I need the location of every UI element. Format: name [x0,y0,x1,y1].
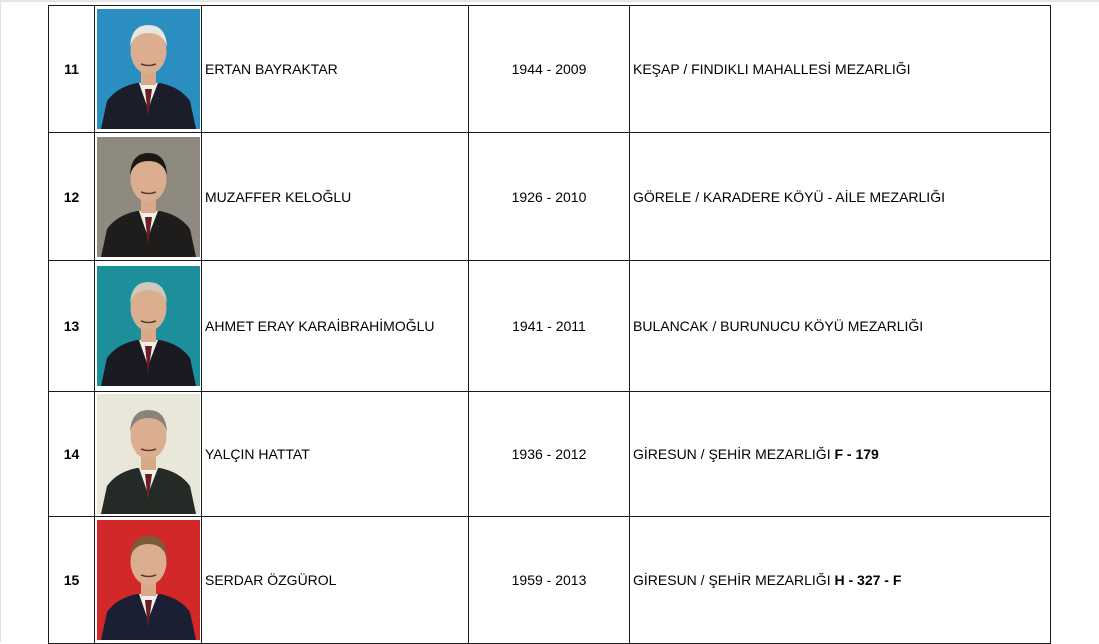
burial-place [630,261,1051,392]
portrait-photo [97,137,200,257]
person-name: AHMET ERAY KARAİBRAHİMOĞLU [202,261,469,392]
portrait-photo [97,394,200,514]
portrait-cell [95,6,202,133]
grave-code: H - 327 - F [834,572,902,588]
portrait-photo [97,9,200,129]
life-years: 1926 - 2010 [469,133,630,261]
row-number: 13 [49,261,95,392]
portrait-cell [95,517,202,644]
burial-place-text: BULANCAK / BURUNUCU KÖYÜ MEZARLIĞI [633,318,924,334]
portrait-cell [95,261,202,392]
person-name: YALÇIN HATTAT [202,392,469,517]
life-years: 1941 - 2011 [469,261,630,392]
person-name: SERDAR ÖZGÜROL [202,517,469,644]
portrait-photo [97,520,200,640]
burial-place [630,6,1051,133]
burial-place [630,517,1051,644]
table-row [49,392,1051,517]
table-row [49,261,1051,392]
life-years: 1959 - 2013 [469,517,630,644]
table-row [49,133,1051,261]
portrait-photo [97,266,200,386]
life-years: 1944 - 2009 [469,6,630,133]
life-years: 1936 - 2012 [469,392,630,517]
burial-place [630,392,1051,517]
left-rule [0,0,1,642]
person-name: MUZAFFER KELOĞLU [202,133,469,261]
burial-place-text: GÖRELE / KARADERE KÖYÜ - AİLE MEZARLIĞI [633,188,945,205]
row-number: 14 [49,392,95,517]
burial-place-text: KEŞAP / FINDIKLI MAHALLESİ MEZARLIĞI [633,61,911,77]
grave-code: F - 179 [834,446,879,462]
memorial-table [48,5,1051,644]
burial-place-text: GİRESUN / ŞEHİR MEZARLIĞI [633,446,835,462]
burial-place [630,133,1051,261]
person-name: ERTAN BAYRAKTAR [202,6,469,133]
burial-place-text: GİRESUN / ŞEHİR MEZARLIĞI [633,572,835,588]
row-number: 11 [49,6,95,133]
top-rule [0,0,1099,2]
table-row [49,517,1051,644]
row-number: 12 [49,133,95,261]
row-number: 15 [49,517,95,644]
portrait-cell [95,133,202,261]
portrait-cell [95,392,202,517]
table-row [49,6,1051,133]
